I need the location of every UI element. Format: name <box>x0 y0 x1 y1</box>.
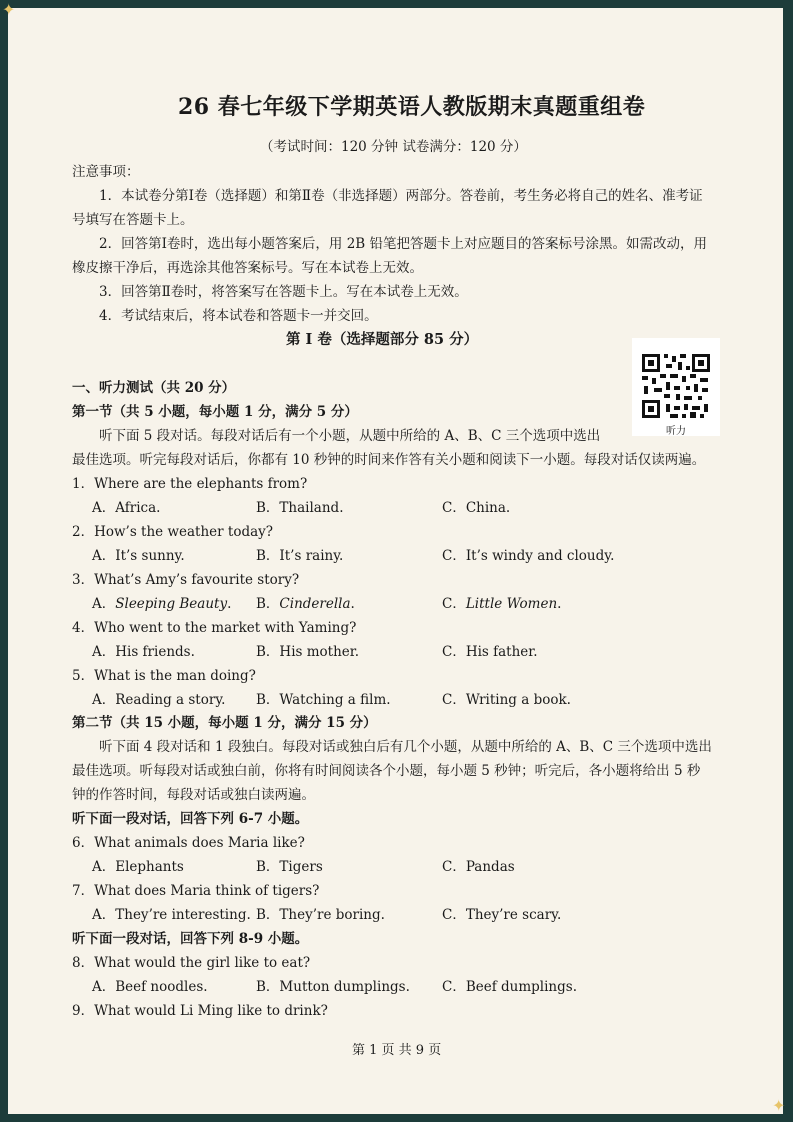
group-heading: 听下面一段对话，回答下列 6-7 小题。 <box>72 811 309 827</box>
question-text: 1．Where are the elephants from? <box>72 476 308 492</box>
option-a: A．Sleeping Beauty. <box>92 596 232 612</box>
question-text: 9．What would Li Ming like to drink? <box>72 1003 328 1019</box>
instruction-line: 最佳选项。听完每段对话后，你都有 10 秒钟的时间来作答有关小题和阅读下一小题。每段对话仅读两遍。 <box>72 452 706 468</box>
note-line: 1．本试卷分第Ⅰ卷（选择题）和第Ⅱ卷（非选择题）两部分。答卷前，考生务必将自己的姓名、准考证 <box>99 188 703 204</box>
option-a: A．It’s sunny. <box>92 548 185 564</box>
option-a: A．Beef noodles. <box>92 979 208 995</box>
option-b: B．It’s rainy. <box>256 548 344 564</box>
option-a: A．Africa. <box>92 500 161 516</box>
exam-page <box>2 0 786 1115</box>
question-text: 6．What animals does Maria like? <box>72 835 305 851</box>
option-c: C．His father. <box>442 644 538 660</box>
question-text: 8．What would the girl like to eat? <box>72 955 311 971</box>
qr-code-icon <box>640 352 712 420</box>
option-b: B．Tigers <box>256 859 323 875</box>
option-b: B．Thailand. <box>256 500 344 516</box>
instruction-line: 听下面 4 段对话和 1 段独白。每段对话或独白后有几个小题，从题中所给的 A、B、C 三个选项中选出 <box>99 739 712 755</box>
note-line: 橡皮擦干净后，再选涂其他答案标号。写在本试卷上无效。 <box>72 260 423 276</box>
option-b: B．Mutton dumplings. <box>256 979 410 995</box>
option-c: C．China. <box>442 500 511 516</box>
section-title: 一、听力测试（共 20 分） <box>72 380 236 396</box>
page-title: 26 春七年级下学期英语人教版期末真题重组卷 <box>178 94 646 120</box>
page-number: 第 1 页 共 9 页 <box>352 1043 442 1058</box>
option-c: C．Beef dumplings. <box>442 979 577 995</box>
note-line: 4．考试结束后，将本试卷和答题卡一并交回。 <box>99 308 378 324</box>
option-c: C．They’re scary. <box>442 907 562 923</box>
option-c: C．Little Women. <box>442 596 562 612</box>
question-text: 5．What is the man doing? <box>72 668 256 684</box>
subsection-title: 第一节（共 5 小题，每小题 1 分，满分 5 分） <box>72 404 358 420</box>
option-c: C．It’s windy and cloudy. <box>442 548 615 564</box>
option-a: A．They’re interesting. <box>92 907 251 923</box>
note-line: 3．回答第Ⅱ卷时，将答案写在答题卡上。写在本试卷上无效。 <box>99 284 468 300</box>
question-text: 7．What does Maria think of tigers? <box>72 883 320 899</box>
option-b: B．Watching a film. <box>256 692 391 708</box>
option-b: B．His mother. <box>256 644 360 660</box>
instruction-line: 听下面 5 段对话。每段对话后有一个小题，从题中所给的 A、B、C 三个选项中选出 <box>99 428 601 444</box>
subsection-title: 第二节（共 15 小题，每小题 1 分，满分 15 分） <box>72 715 377 731</box>
question-text: 3．What’s Amy’s favourite story? <box>72 572 300 588</box>
corner-star-icon: ✦ <box>772 1096 786 1115</box>
exam-subtitle: （考试时间：120 分钟 试卷满分：120 分） <box>260 139 527 155</box>
option-b: B．Cinderella. <box>256 596 355 612</box>
question-text: 4．Who went to the market with Yaming? <box>72 620 357 636</box>
option-a: A．Reading a story. <box>92 692 226 708</box>
option-c: C．Pandas <box>442 859 515 875</box>
option-a: A．Elephants <box>92 859 184 875</box>
corner-star-icon: ✦ <box>2 0 16 19</box>
group-heading: 听下面一段对话，回答下列 8-9 小题。 <box>72 931 309 947</box>
qr-code <box>632 338 720 436</box>
instruction-line: 钟的作答时间，每段对话或独白读两遍。 <box>72 787 315 803</box>
option-a: A．His friends. <box>92 644 195 660</box>
note-line: 2．回答第Ⅰ卷时，选出每小题答案后，用 2B 铅笔把答题卡上对应题目的答案标号涂黑。如需改动，用 <box>99 236 708 252</box>
notes-heading: 注意事项： <box>72 164 140 180</box>
question-text: 2．How’s the weather today? <box>72 524 274 540</box>
part-title: 第 I 卷（选择题部分 85 分） <box>286 331 479 348</box>
note-line: 号填写在答题卡上。 <box>72 212 194 228</box>
option-b: B．They’re boring. <box>256 907 385 923</box>
option-c: C．Writing a book. <box>442 692 571 708</box>
qr-label: 听力 <box>666 426 686 437</box>
instruction-line: 最佳选项。听每段对话或独白前，你将有时间阅读各个小题，每小题 5 秒钟；听完后，各小题将给出 5 秒 <box>72 763 701 779</box>
